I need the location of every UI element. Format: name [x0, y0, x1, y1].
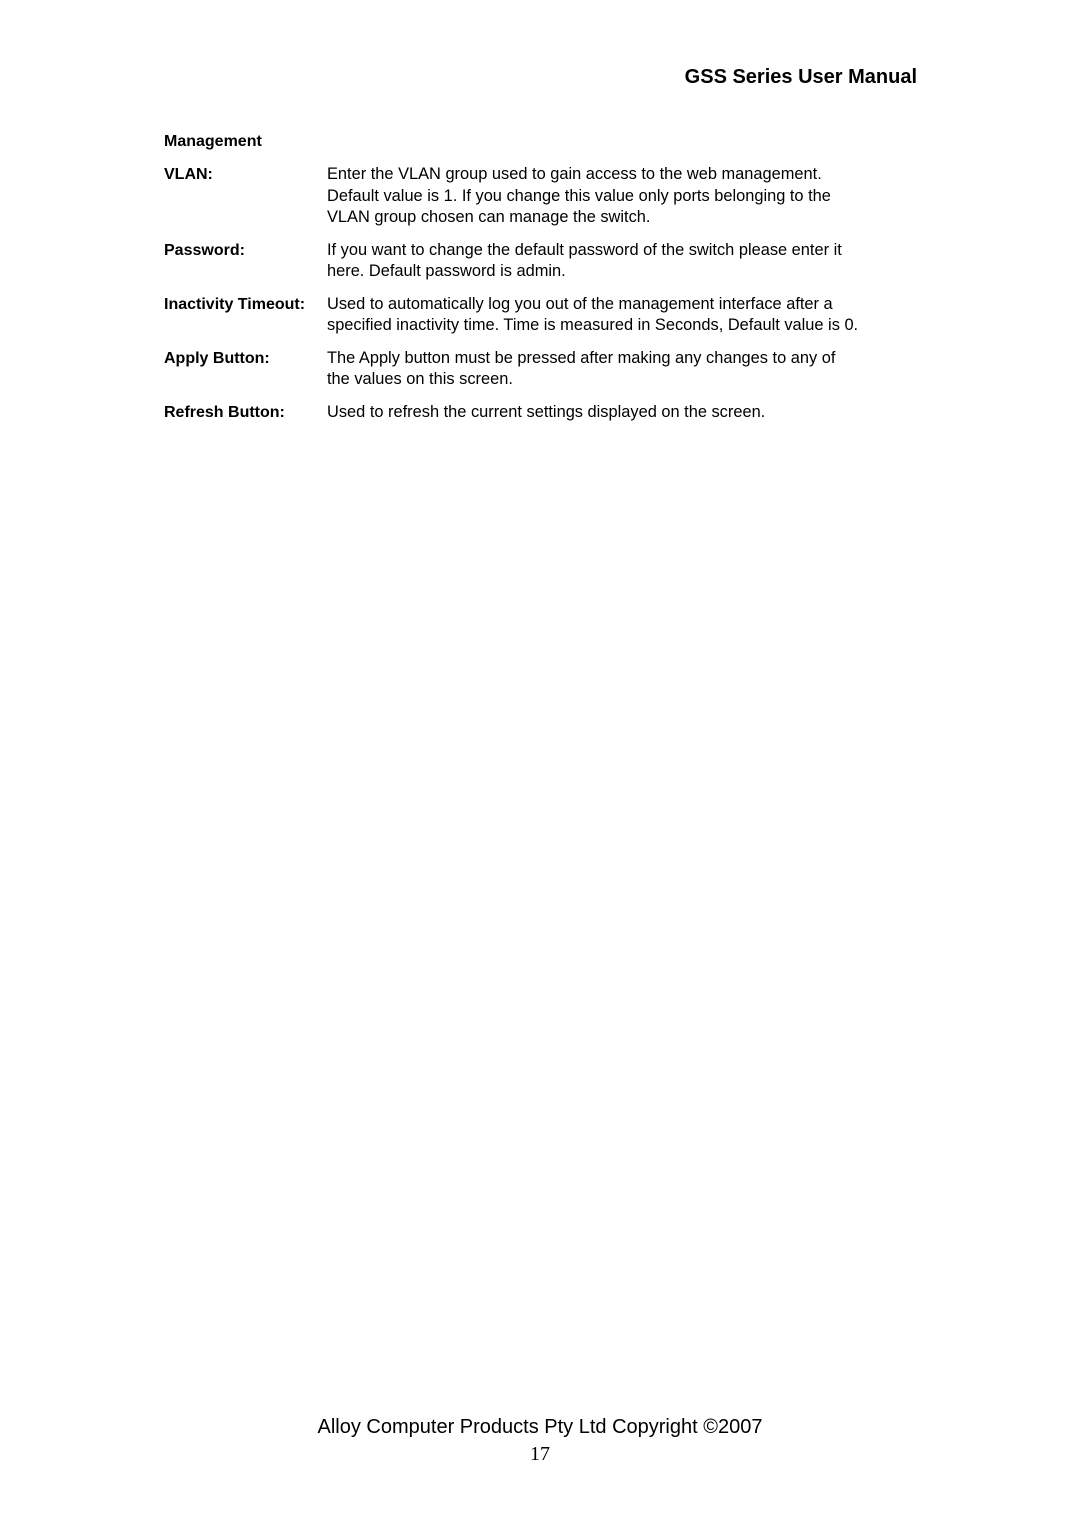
definition-row-apply-button — [164, 348, 924, 391]
description-line: The Apply button must be pressed after making any changes to any of — [327, 348, 836, 367]
definition-term: Refresh Button: — [164, 403, 285, 421]
definition-description — [327, 164, 924, 229]
description-line: If you want to change the default password of the switch please enter it — [327, 240, 842, 259]
definition-row-vlan — [164, 164, 924, 229]
description-line: specified inactivity time. Time is measured in Seconds, Default value is 0. — [327, 316, 859, 334]
definition-row-refresh-button — [164, 402, 924, 424]
section-heading: Management — [164, 133, 262, 150]
definition-term: Inactivity Timeout: — [164, 295, 306, 313]
description-line: VLAN group chosen can manage the switch. — [327, 208, 651, 226]
definition-list — [164, 164, 924, 434]
definition-term: Apply Button: — [164, 349, 270, 367]
document-header-title: GSS Series User Manual — [684, 66, 917, 88]
page-number: 17 — [530, 1443, 550, 1465]
description-line: Enter the VLAN group used to gain access to the web management. — [327, 165, 822, 183]
definition-description — [327, 402, 924, 424]
description-line: Default value is 1. If you change this value only ports belonging to the — [327, 186, 831, 205]
definition-row-inactivity-timeout — [164, 294, 924, 337]
definition-term: VLAN: — [164, 166, 213, 183]
definition-description — [327, 240, 924, 283]
definition-description — [327, 348, 924, 391]
definition-row-password — [164, 240, 924, 283]
footer-copyright: Alloy Computer Products Pty Ltd Copyright ©2007 — [317, 1416, 763, 1438]
definition-description — [327, 294, 924, 337]
definition-term: Password: — [164, 241, 245, 259]
description-line: Used to refresh the current settings displayed on the screen. — [327, 402, 766, 421]
description-line: the values on this screen. — [327, 370, 513, 388]
description-line: here. Default password is admin. — [327, 262, 566, 280]
description-line: Used to automatically log you out of the management interface after a — [327, 294, 833, 313]
